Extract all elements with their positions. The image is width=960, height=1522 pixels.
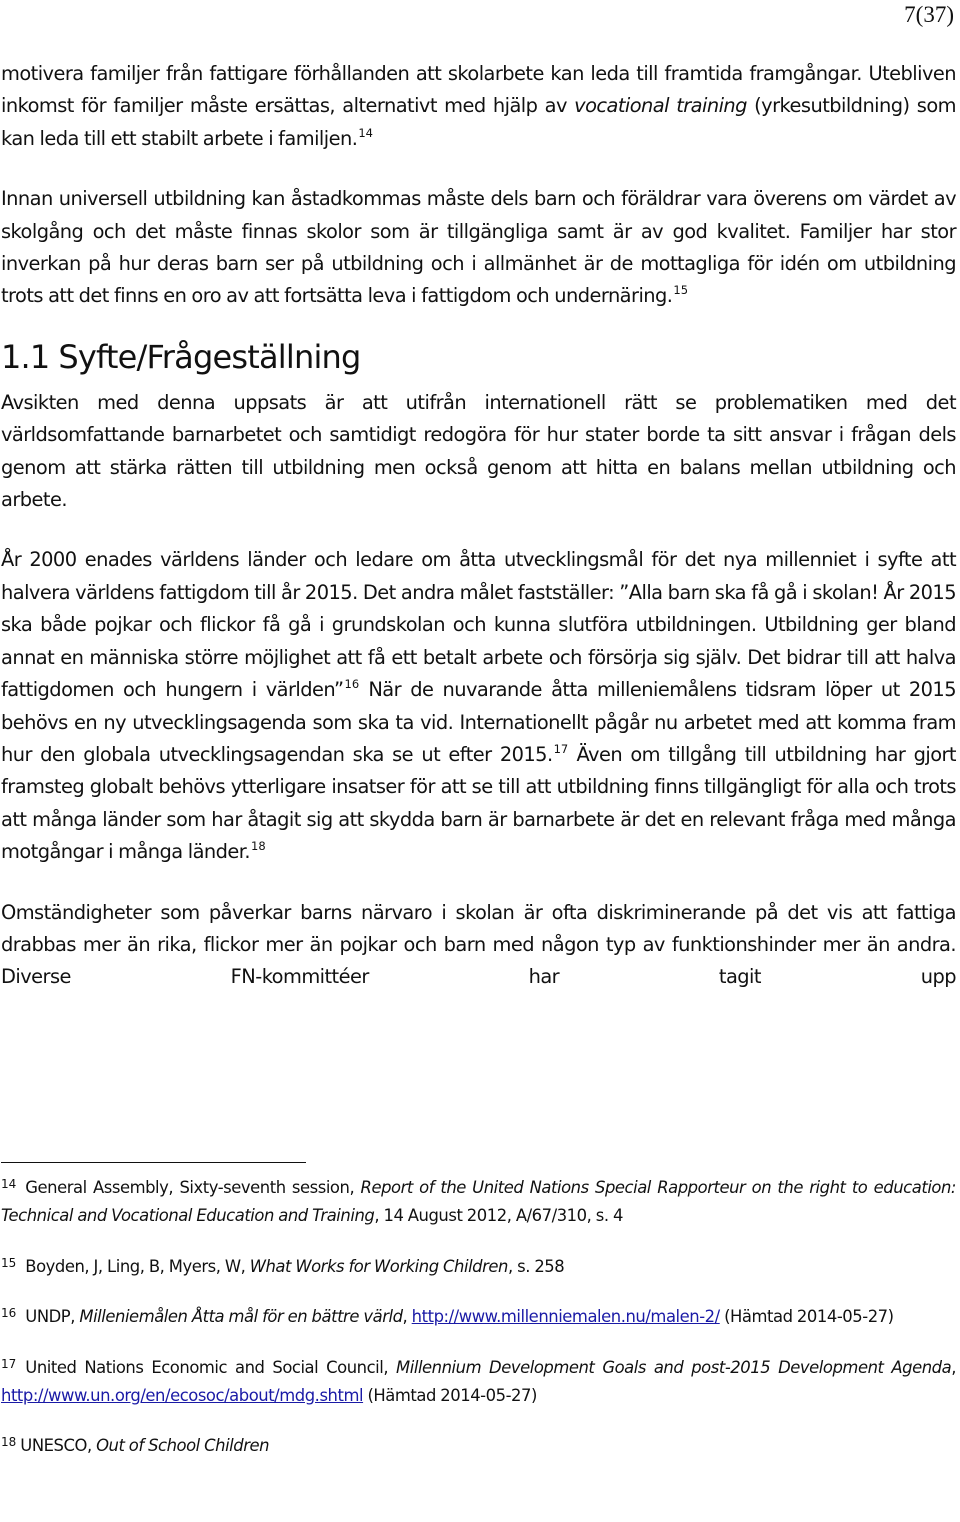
paragraph-4: År 2000 enades världens länder och ledare om åtta utvecklingsmål för det nya millenniet i syfte att halvera världens fattigdom till år 2015. Det andra målet fastställer: ”Alla barn ska få gå i skolan! År 2015 ska både pojkar och flickor få gå i grundskolan och kunna slutföra utbildningen. Utbildning ger bland annat en människa större möjlighet att få ett betalt arbete och försörja sig själv. Det bidrar till att halva fattigdomen och hungern i världen”$^{16}$ När de nuvarande åtta milleniemålens tidsram löper ut 2015 behövs en ny utvecklingsagenda som ska ta vid. Internationellt pågår nu arbetet med att komma fram hur den globala utvecklingsagendan ska se ut efter 2015.17 Även om tillgång till utbildning har gjort framsteg globalt behövs ytterligare insatser för att se till att utbildning finns tillgängligt för alla och trots att många länder som har åtagit sig att skydda barn är barnarbete är det en relevant fråga med många motgångar i många länder.$^{18}$ [1, 548, 956, 864]
section-heading: 1.1 Syfte/Frågeställning [1, 337, 361, 376]
paragraph-2: Innan universell utbildning kan åstadkommas måste dels barn och föräldrar vara överens om värdet av skolgång och det måste finnas skolor som är tillgängliga samt är av god kvalitet. Familjer har stor inverkan på hur deras barn ser på utbildning och i allmänhet är de mottagliga för idén om utbildning trots att det finns en oro av att fortsätta leva i fattigdom och undernäring.$^{15}$ [1, 187, 956, 308]
footnote-separator [1, 1162, 306, 1163]
footnote-17: $^{17}$ United Nations Economic and Social Council, Millennium Development Goals and post-2015 Development Agenda, http://www.un.org/en/ecosoc/about/mdg.shtml (Hämtad 2014-05-27) [1, 1357, 956, 1405]
page-number: 7(37) [904, 2, 954, 27]
paragraph-5: Omständigheter som påverkar barns närvaro i skolan är ofta diskriminerande på det vis att fattiga drabbas mer än rika, flickor mer än pojkar och barn med någon typ av funktionshinder mer än andra. Diverse FN-kommittéer har tagit upp [1, 900, 956, 989]
footnote-ref-14[interactable]: 14 [358, 125, 373, 140]
footnote-ref-17[interactable]: 17 [553, 741, 569, 756]
footnote-15: $^{15}$ Boyden, J, Ling, B, Myers, W, What Works for Working Children, s. 258 [1, 1255, 565, 1276]
footnote-18: $^{18}$ UNESCO, Out of School Children [1, 1434, 270, 1455]
body-text [1, 58, 956, 994]
paragraph-3: Avsikten med denna uppsats är att utifrån internationell rätt se problematiken med det världsomfattande barnarbetet och samtidigt redogöra för hur stater borde ta sitt ansvar i frågan dels genom att stärka rätten till utbildning men också genom att hitta en balans mellan utbildning och arbete. [1, 390, 956, 512]
footnote-16-link[interactable]: http://www.millenniemalen.nu/malen-2/ [411, 1307, 720, 1327]
footnote-ref-15[interactable]: 15 [673, 283, 689, 298]
footnote-17-link[interactable]: http://www.un.org/en/ecosoc/about/mdg.shtml [1, 1385, 364, 1405]
footnotes [1, 1174, 956, 1483]
footnote-14: $^{14}$ General Assembly, Sixty-seventh session, Report of the United Nations Special Rapporteur on the right to education: Technical and Vocational Education and Training, 14 August 2012, A/67/310, s. 4 [1, 1177, 957, 1225]
footnote-16: $^{16}$ UNDP, Milleniemålen Åtta mål för en bättre värld, http://www.millenniemalen.nu/malen-2/ (Hämtad 2014-05-27) [1, 1306, 894, 1327]
footnote-ref-18[interactable]: 18 [251, 839, 266, 854]
footnote-ref-16[interactable]: 16 [344, 677, 360, 692]
paragraph-1: motivera familjer från fattigare förhållanden att skolarbete kan leda till framtida framgångar. Utebliven inkomst för familjer måste ersättas, alternativt med hjälp av vocational training (yrkesutbildning) som kan leda till ett stabilt arbete i familjen.$^{14}$ [1, 62, 956, 150]
